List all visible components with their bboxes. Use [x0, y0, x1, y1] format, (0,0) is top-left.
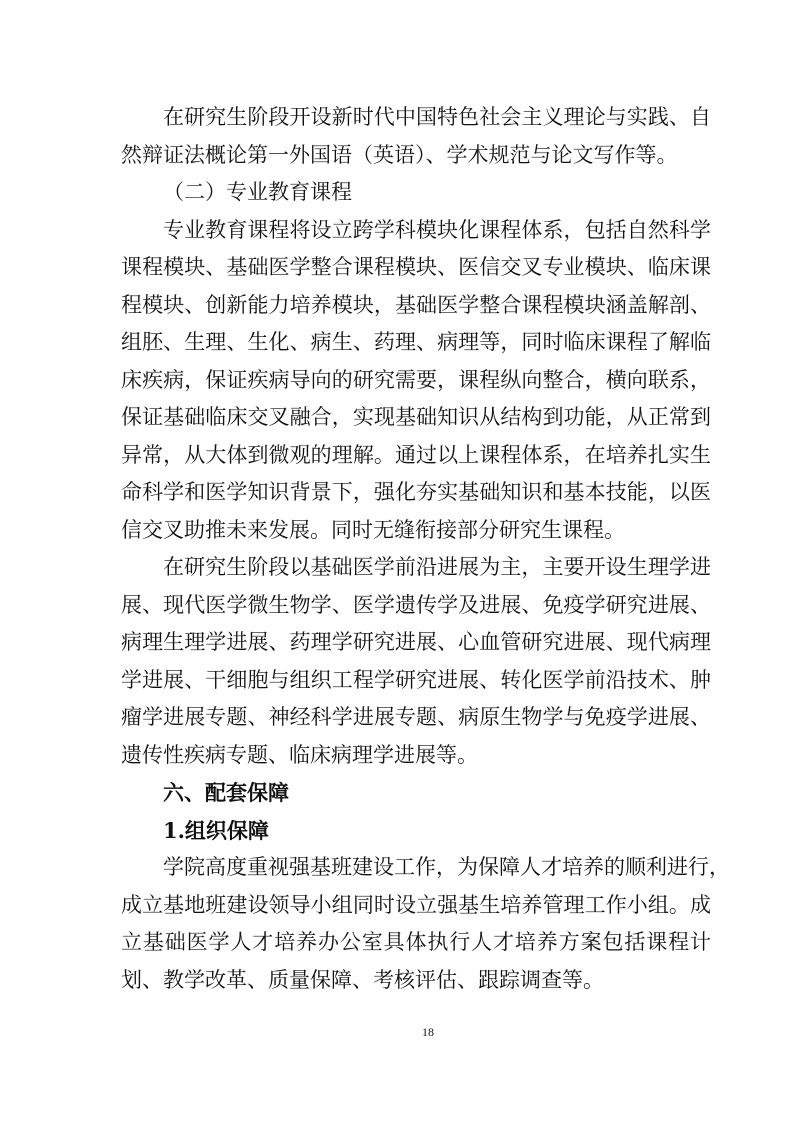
text-line: 划、教学改革、质量保障、考核评估、跟踪调查等。 — [121, 967, 604, 992]
text-line: 学院高度重视强基班建设工作，为保障人才培养的顺利进行， — [163, 855, 730, 879]
text-line: 在研究生阶段以基础医学前沿进展为主，主要开设生理学进 — [163, 555, 711, 579]
text-line: 保证基础临床交叉融合，实现基础知识从结构到功能，从正常到 — [121, 405, 711, 429]
text-line: 成立基地班建设领导小组同时设立强基生培养管理工作小组。成 — [121, 892, 711, 917]
text-line: 课程模块、基础医学整合课程模块、医信交叉专业模块、临床课 — [121, 255, 711, 279]
text-line: 学进展、干细胞与组织工程学研究进展、转化医学前沿技术、肿 — [121, 667, 711, 692]
text-line: 异常，从大体到微观的理解。通过以上课程体系，在培养扎实生 — [121, 442, 711, 467]
subsection-heading: 1.组织保障 — [163, 817, 269, 843]
text-line: 展、现代医学微生物学、医学遗传学及进展、免疫学研究进展、 — [121, 592, 711, 617]
text-line: 瘤学进展专题、神经科学进展专题、病原生物学与免疫学进展、 — [121, 705, 711, 729]
text-line: 信交叉助推未来发展。同时无缝衔接部分研究生课程。 — [121, 517, 625, 542]
text-line: 病理生理学进展、药理学研究进展、心血管研究进展、现代病理 — [121, 630, 711, 654]
section-heading: （二）专业教育课程 — [163, 180, 352, 204]
text-line: 专业教育课程将设立跨学科模块化课程体系，包括自然科学 — [163, 217, 711, 242]
text-line: 命科学和医学知识背景下，强化夯实基础知识和基本技能，以医 — [121, 480, 711, 504]
document-body — [121, 99, 730, 999]
text-line: 床疾病，保证疾病导向的研究需要，课程纵向整合，横向联系， — [121, 367, 711, 392]
chapter-heading: 六、配套保障 — [163, 780, 289, 805]
text-line: 组胚、生理、生化、病生、药理、病理等，同时临床课程了解临 — [121, 330, 711, 354]
page-number: 18 — [422, 1025, 434, 1039]
text-line: 程模块、创新能力培养模块，基础医学整合课程模块涵盖解剖、 — [121, 292, 711, 317]
text-line: 遗传性疾病专题、临床病理学进展等。 — [121, 742, 478, 767]
text-line: 立基础医学人才培养办公室具体执行人才培养方案包括课程计 — [121, 930, 711, 954]
text-line: 然辩证法概论第一外国语（英语）、学术规范与论文写作等。 — [121, 142, 678, 167]
text-line: 在研究生阶段开设新时代中国特色社会主义理论与实践、自 — [163, 105, 711, 129]
